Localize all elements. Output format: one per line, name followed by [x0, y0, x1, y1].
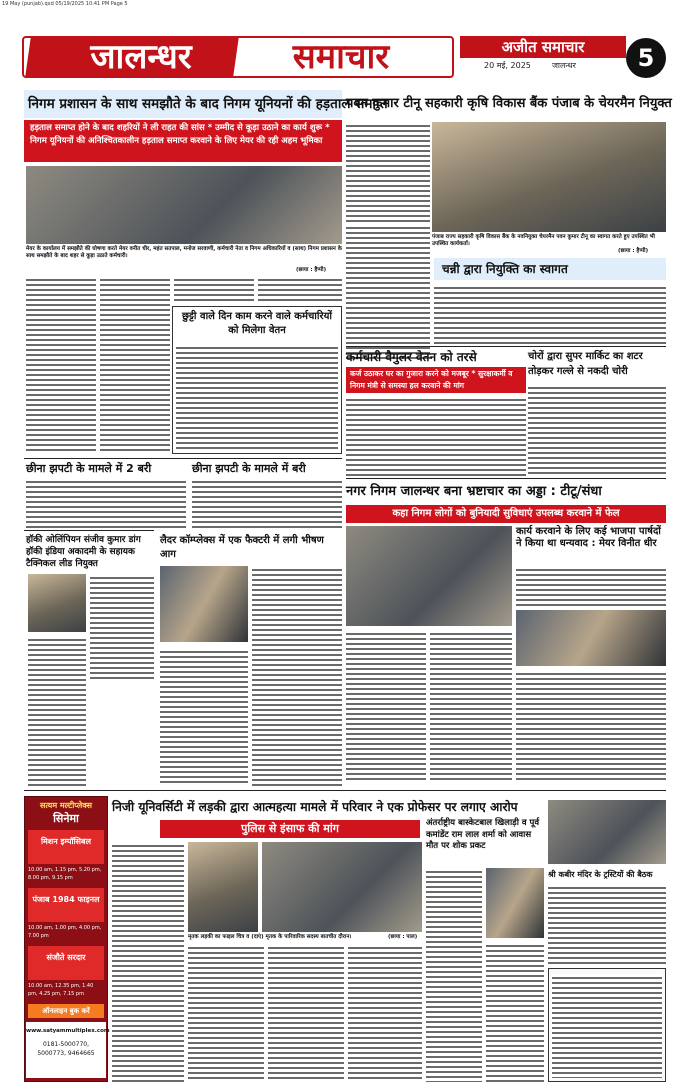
a2-body-col2: [346, 224, 430, 360]
page-number: 5: [626, 38, 666, 78]
a6-body: [528, 384, 666, 476]
a11-headline: हॉकी ओलिंपियन संजीव कुमार डांग हॉकी इंडिया अकादमी के सहायक टैक्निकल लीड नियुक्त: [26, 535, 141, 569]
a13-photo-1: [188, 842, 258, 932]
a3-body: [434, 284, 666, 344]
a1-headline: निगम प्रशासन के साथ समझौते के बाद निगम यूनियनों की हड़ताल समाप्त: [24, 90, 342, 118]
a7-body-col2: [430, 630, 512, 780]
movie-name-3: संजौते सरदार: [46, 953, 86, 962]
a1-deck: हड़ताल समाप्त होने के बाद शहरियों ने ली राहत की सांस * उम्मीद से कूड़ा उठाने का कार्य शुरू * निगम यूनियनों की अनिश्चितकालीन हड़ताल समाप्त करवाने के लिए मेयर की रही अहम भूमिका: [24, 120, 342, 162]
a1-photo: [26, 166, 342, 244]
a12-photo: [160, 566, 248, 642]
a11-photo: [28, 574, 86, 632]
print-header: 19 May (punjab).qxd 05/19/2025 10:41 PM Page 5: [2, 1, 128, 7]
a1-body-col4: [258, 276, 342, 304]
masthead-date: 20 मई, 2025: [484, 61, 531, 70]
masthead-title-right: समाचार: [292, 37, 390, 77]
a7-photo: [346, 526, 512, 626]
a2-photo: [432, 122, 666, 232]
a1-body-col1: [26, 276, 96, 454]
a12-body-col1: [160, 648, 248, 786]
a13-caption: मृतक लड़की का फाइल चित्र व (दाएं) मृतक के पारिवारिक सदस्य बातचीत दौरान।: [188, 934, 352, 940]
a13-banner: पुलिस से इंसाफ की मांग: [160, 820, 420, 838]
ad-title: सत्यम मल्टीप्लेक्स: [39, 801, 93, 810]
a1-caption: मेयर के कार्यालय में समझौते की घोषणा करते मेयर वनीत धीर, महंत सतपाल, मनोज सरवाणी, कर्मचारी नेता व निगम अधिकारियों व (साथ) निगम प्रशासन के साथ समझौते के बाद शहर से कूड़ा उठाते कर्मचारी।: [26, 246, 342, 259]
ad-website[interactable]: www.satyammultiplex.com: [26, 1028, 110, 1034]
a1-body-col3: [174, 276, 254, 304]
a3-headline: चन्नी द्वारा नियुक्ति का स्वागत: [434, 258, 666, 280]
a5-body: [346, 396, 526, 476]
a11-body-side: [90, 574, 154, 682]
a1-credit: (छाया : हैप्पी): [296, 267, 327, 273]
movie-name-2: पंजाब 1984 फाइनल: [32, 895, 100, 904]
ad-subtitle: सिनेमा: [53, 812, 79, 825]
a8-body: [516, 670, 666, 780]
a8-body-top: [516, 566, 666, 606]
movie-times-2: 10.00 am, 1.00 pm, 4.00 pm, 7.00 pm: [28, 925, 102, 939]
a2-caption: पंजाब राज्य सहकारी कृषि विकास बैंक के नवनियुक्त चेयरमैन पवन कुमार टीनू का स्वागत करते हुए उपस्थित भी उपस्थित कार्यकर्ता।: [432, 234, 655, 247]
masthead-title-left: जालन्धर: [90, 37, 192, 77]
a5-headline: कर्मचारी वैगुलर वेतन को तरसे: [346, 350, 477, 364]
movie-times-1: 10.00 am, 1.15 pm, 5.20 pm, 8.00 pm, 9.15 pm: [28, 867, 102, 881]
a6-headline: चोरों द्वारा सुपर मार्किट का शटर तोड़कर गल्ले से नकदी चोरी: [528, 351, 643, 377]
masthead-brand: अजीत समाचार: [460, 36, 626, 58]
a9-body: [26, 478, 186, 528]
a14-body-col1: [426, 868, 482, 1082]
a14-photo: [486, 868, 544, 938]
a12-headline: लैदर कॉम्प्लेक्स में एक फैक्टरी में लगी भीषण आग: [160, 535, 324, 560]
a7-body-col1: [346, 630, 426, 780]
a15-photo: [548, 800, 666, 864]
a13-headline: निजी यूनिवर्सिटी में लड़की द्वारा आत्महत्या मामले में परिवार ने एक प्रोफेसर पर लगाए आरोप: [112, 800, 518, 814]
a14-headline: अंतर्राष्ट्रीय बास्केटबाल खिलाड़ी व पूर्व कमांडेंट राम लाल शर्मा को आवास मौत पर शोक प्रकट: [426, 818, 540, 851]
movie-name-1: मिशन इम्पॉसिबल: [40, 837, 92, 846]
a7-sub: कहा निगम लोगों को बुनियादी सुविधाएं उपलब्ध करवाने में फेल: [346, 505, 666, 523]
a5-sub: कर्ज उठाकर घर का गुजारा करने को मजबूर * सुरक्षाकर्मी व निगम मंत्री से समस्या हल करवाने की मांग: [346, 367, 526, 393]
a8-headline: कार्य करवाने के लिए कई भाजपा पार्षदों ने किया था धन्यवाद : मेयर विनीत धीर: [516, 526, 661, 549]
a15-body: [548, 884, 666, 964]
a4-headline: छुट्टी वाले दिन काम करने वाले कर्मचारियों को मिलेगा वेतन: [182, 311, 332, 336]
a10-headline: छीना झपटी के मामले में बरी: [192, 462, 306, 475]
a13-body-col2: [188, 944, 264, 1082]
a9-headline: छीना झपटी के मामले में 2 बरी: [26, 462, 152, 475]
a14-body-col2: [486, 942, 544, 1082]
a10-body: [192, 478, 342, 528]
ad-phone: 0181-5000770, 5000773, 9464665: [37, 1041, 95, 1057]
a1-body-col2: [100, 276, 170, 454]
ad-booking[interactable]: ऑनलाइन बुक करें: [28, 1004, 104, 1018]
a13-body-col4: [348, 944, 422, 1082]
a13-body-col1: [112, 842, 184, 1082]
a11-body: [28, 636, 86, 786]
a13-photo-2: [262, 842, 422, 932]
a7-headline: नगर निगम जालन्धर बना भ्रष्टाचार का अड्डा : टीटू/संधा: [346, 484, 602, 499]
masthead-city: जालन्धर: [552, 61, 576, 70]
a2-credit: (छाया : हैप्पी): [618, 248, 649, 254]
movie-times-3: 10.00 am, 12.35 pm, 1.40 pm, 4.25 pm, 7.15 pm: [28, 983, 94, 997]
a13-body-col3: [268, 944, 344, 1082]
a13-credit: (छाया : पाल): [388, 934, 422, 941]
a2-body-col1: [346, 122, 430, 222]
a2-headline: पवन कुमार टीनू सहकारी कृषि विकास बैंक पंजाब के चेयरमैन नियुक्त: [346, 96, 672, 111]
a8-photo: [516, 610, 666, 666]
a15-headline: श्री कबीर मंदिर के ट्रस्टियों की बैठक: [548, 870, 653, 879]
a4-body: [176, 344, 338, 450]
a12-body-col2: [252, 566, 342, 786]
notice-body: [552, 974, 662, 1078]
